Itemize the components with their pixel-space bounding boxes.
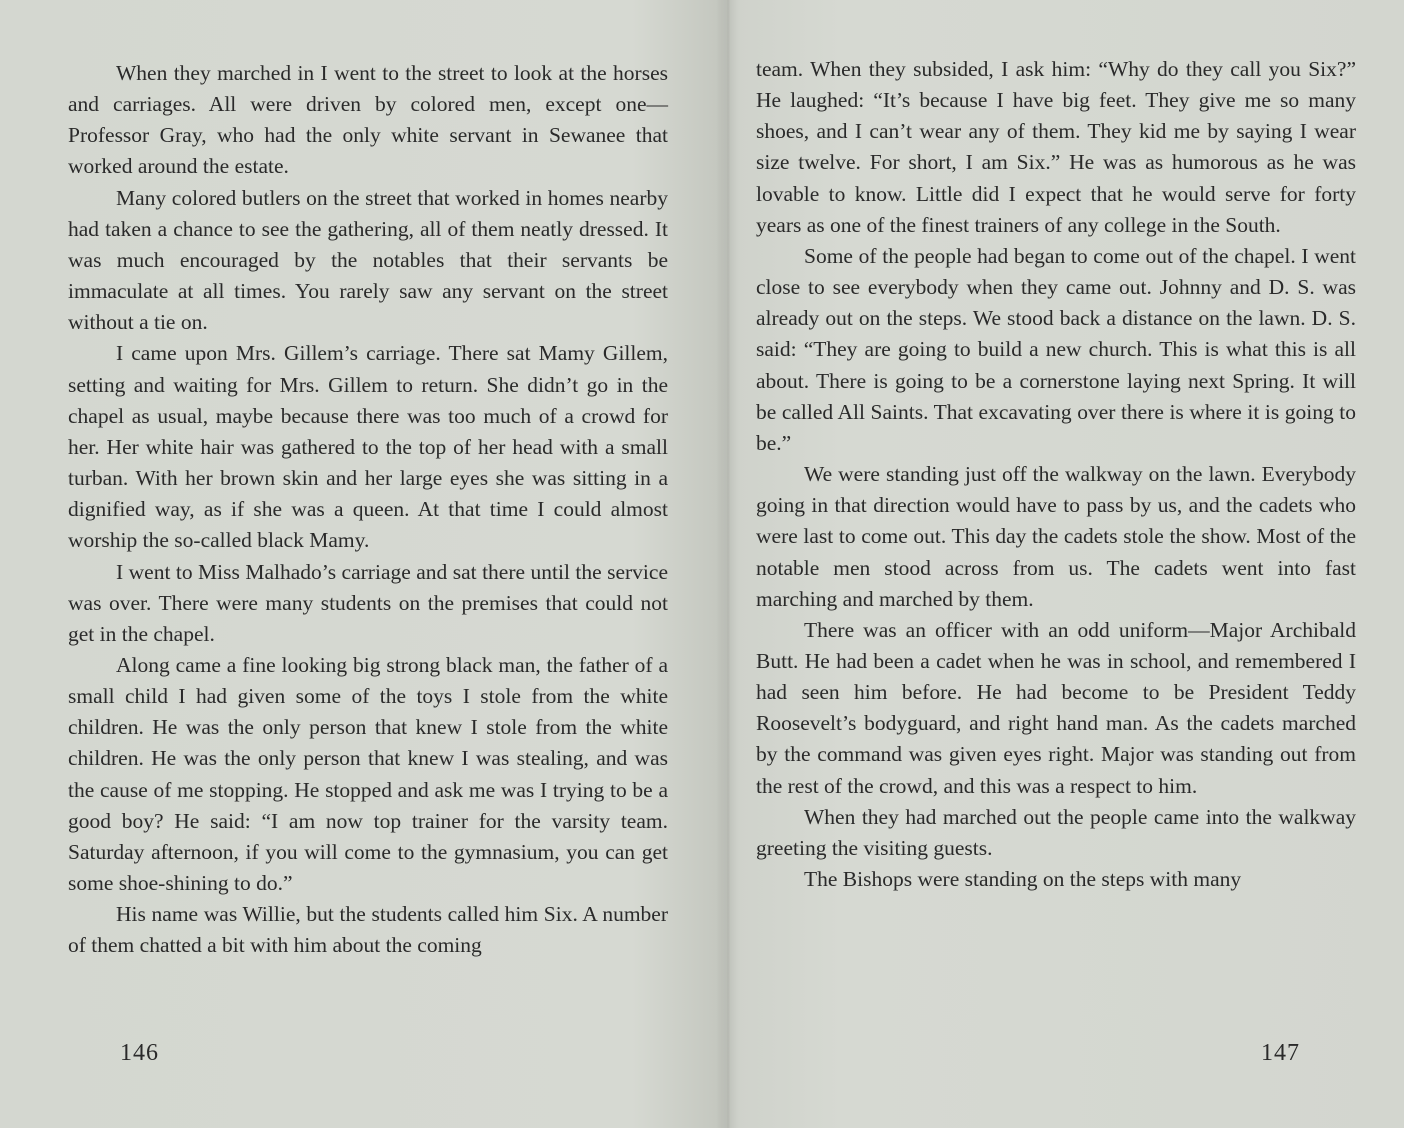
page-number: 146: [120, 1040, 159, 1066]
paragraph: Some of the people had began to come out of the chapel. I went close to see everybody when they came out. Johnny and D. S. was already out on the steps. We stood back a distance on the lawn. D. S. said: “They are going to build a new church. This is what this is all about. There is going to be a cornerstone laying next Spring. It will be called All Saints. That excavating over there is where it is going to be.”: [756, 243, 1356, 455]
paragraph: team. When they subsided, I ask him: “Why do they call you Six?” He laughed: “It’s because I have big feet. They give me so many shoes, and I can’t wear any of them. They kid me by saying I wear size twelve. For short, I am Six.” He was as humorous as he was lovable to know. Little did I expect that he would serve for forty years as one of the finest trainers of any college in the South.: [756, 57, 1356, 237]
paragraph: I went to Miss Malhado’s carriage and sat there until the service was over. There were many students on the premises that could not get in the chapel.: [68, 559, 668, 646]
paragraph: When they had marched out the people came into the walkway greeting the visiting guests.: [756, 804, 1356, 860]
paragraph: Many colored butlers on the street that worked in homes nearby had taken a chance to see the gathering, all of them neatly dressed. It was much encouraged by the notables that their servants be immaculate at all times. You rarely saw any servant on the street without a tie on.: [68, 185, 668, 335]
page-number: 147: [1261, 1040, 1300, 1066]
paragraph: There was an officer with an odd uniform—Major Archibald Butt. He had been a cadet when he was in school, and remembered I had seen him before. He had become to be President Teddy Roosevelt’s bodyguard, and right hand man. As the cadets marched by the command was given eyes right. Major was standing out from the rest of the crowd, and this was a respect to him.: [756, 617, 1356, 798]
left-page-text: [68, 58, 668, 962]
paragraph: The Bishops were standing on the steps with many: [804, 867, 1242, 892]
paragraph: When they marched in I went to the street to look at the horses and carriages. All were driven by colored men, except one—Professor Gray, who had the only white servant in Sewanee that worked around the estate.: [68, 61, 668, 179]
right-page: [728, 0, 1404, 1128]
paragraph: His name was Willie, but the students called him Six. A number of them chatted a bit with him about the coming: [68, 902, 668, 958]
paragraph: Along came a fine looking big strong black man, the father of a small child I had given some of the toys I stole from the white children. He was the only person that knew I stole from the white children. He was the only person that knew I was stealing, and was the cause of me stopping. He stopped and ask me was I trying to be a good boy? He said: “I am now top trainer for the varsity team. Saturday afternoon, if you will come to the gymnasium, you can get some shoe-shining to do.”: [68, 652, 668, 896]
right-page-text: [756, 54, 1356, 895]
paragraph: We were standing just off the walkway on the lawn. Everybody going in that direction would have to pass by us, and the cadets who were last to come out. This day the cadets stole the show. Most of the notable men stood across from us. The cadets went into fast marching and marched by them.: [756, 462, 1356, 611]
paragraph: I came upon Mrs. Gillem’s carriage. There sat Mamy Gillem, setting and waiting for Mrs. Gillem to return. She didn’t go in the chapel as usual, maybe because there was too much of a crowd for her. Her white hair was gathered to the top of her head with a small turban. With her brown skin and her large eyes she was sitting in a dignified way, as if she was a queen. At that time I could almost worship the so-called black Mamy.: [68, 341, 668, 553]
